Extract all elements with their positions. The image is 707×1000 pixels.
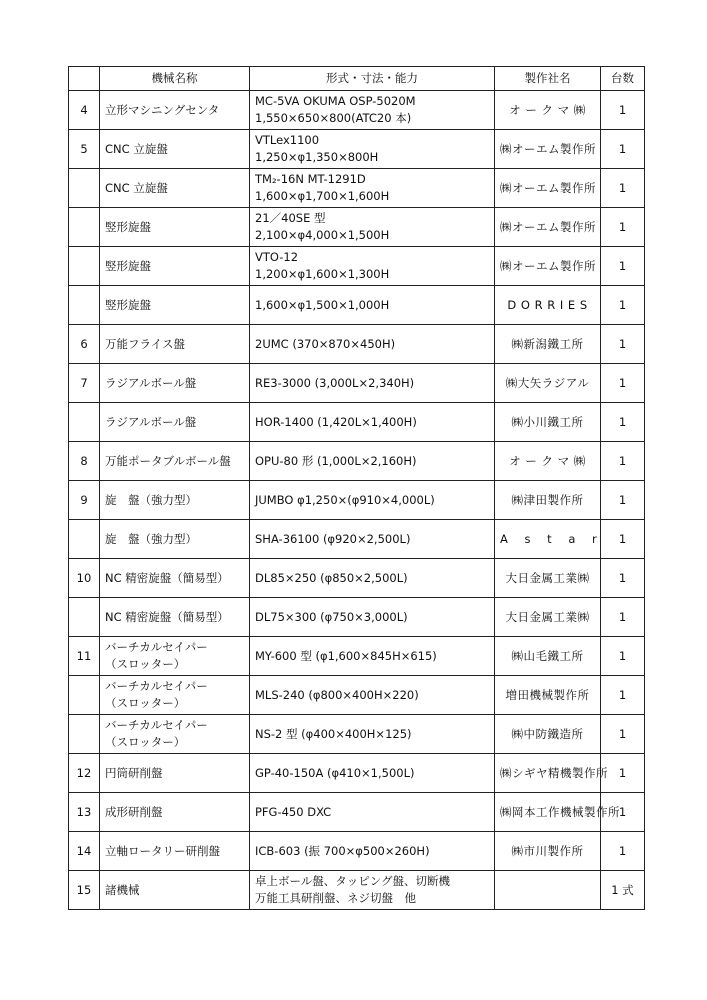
machine-name-line: 竪形旋盤 bbox=[105, 297, 151, 312]
machine-name-line: 諸機械 bbox=[105, 882, 140, 897]
row-number bbox=[69, 169, 100, 208]
machine-spec bbox=[250, 247, 495, 286]
table-row bbox=[69, 676, 645, 715]
header-spec: 形式・寸法・能力 bbox=[250, 67, 495, 91]
quantity: 1 bbox=[601, 130, 645, 169]
machine-name-line: ラジアルボール盤 bbox=[105, 414, 197, 429]
machine-name-line: CNC 立旋盤 bbox=[105, 180, 168, 195]
row-number bbox=[69, 676, 100, 715]
machine-spec-line: MY-600 型 (φ1,600×845H×615) bbox=[255, 648, 437, 663]
manufacturer: ㈱シギヤ精機製作所 bbox=[495, 754, 601, 793]
quantity: 1 bbox=[601, 169, 645, 208]
machine-spec-line: SHA-36100 (φ920×2,500L) bbox=[255, 531, 411, 546]
header-no bbox=[69, 67, 100, 91]
manufacturer: ㈱大矢ラジアル bbox=[495, 364, 601, 403]
machine-name-line: 万能ポータブルボール盤 bbox=[105, 453, 231, 468]
table-row bbox=[69, 325, 645, 364]
machine-name-line: 竪形旋盤 bbox=[105, 258, 151, 273]
header-manufacturer: 製作社名 bbox=[495, 67, 601, 91]
row-number bbox=[69, 598, 100, 637]
manufacturer: ㈱オーエム製作所 bbox=[495, 247, 601, 286]
machine-spec bbox=[250, 325, 495, 364]
machine-name bbox=[100, 403, 250, 442]
machine-spec-line: 万能工具研削盤、ネジ切盤 他 bbox=[255, 891, 416, 905]
manufacturer: ㈱岡本工作機械製作所 bbox=[495, 793, 601, 832]
header-quantity: 台数 bbox=[601, 67, 645, 91]
machine-spec bbox=[250, 637, 495, 676]
machine-name bbox=[100, 169, 250, 208]
machine-spec bbox=[250, 754, 495, 793]
table-row bbox=[69, 871, 645, 910]
quantity: 1 bbox=[601, 403, 645, 442]
manufacturer: 増田機械製作所 bbox=[495, 676, 601, 715]
machine-name bbox=[100, 637, 250, 676]
machine-name-line: 成形研削盤 bbox=[105, 804, 163, 819]
machine-spec-line: NS-2 型 (φ400×400H×125) bbox=[255, 726, 412, 741]
machine-spec-line: VTLex1100 bbox=[255, 133, 320, 147]
machine-name-line: 立形マシニングセンタ bbox=[105, 102, 220, 117]
machine-name-line: （スロッター） bbox=[105, 735, 186, 749]
machine-name bbox=[100, 832, 250, 871]
machine-name-line: 竪形旋盤 bbox=[105, 219, 151, 234]
table-row bbox=[69, 832, 645, 871]
machine-name-line: CNC 立旋盤 bbox=[105, 141, 168, 156]
machine-spec-line: ICB-603 (振 700×φ500×260H) bbox=[255, 843, 430, 858]
machine-spec bbox=[250, 169, 495, 208]
machine-spec-line: 2,100×φ4,000×1,500H bbox=[255, 228, 390, 242]
machine-name bbox=[100, 91, 250, 130]
quantity: 1 bbox=[601, 832, 645, 871]
machine-name-line: 旋 盤（強力型） bbox=[105, 531, 197, 546]
manufacturer bbox=[495, 871, 601, 910]
machine-name-line: （スロッター） bbox=[105, 657, 186, 671]
manufacturer: ㈱津田製作所 bbox=[495, 481, 601, 520]
quantity: 1 bbox=[601, 325, 645, 364]
row-number bbox=[69, 286, 100, 325]
header-machine-name: 機械名称 bbox=[100, 67, 250, 91]
table-row bbox=[69, 364, 645, 403]
row-number: 9 bbox=[69, 481, 100, 520]
manufacturer: A s t a r bbox=[495, 520, 601, 559]
row-number: 12 bbox=[69, 754, 100, 793]
quantity: 1 bbox=[601, 286, 645, 325]
machine-name-line: 円筒研削盤 bbox=[105, 765, 163, 780]
machine-spec bbox=[250, 676, 495, 715]
manufacturer: 大日金属工業㈱ bbox=[495, 559, 601, 598]
table-row bbox=[69, 481, 645, 520]
machine-spec bbox=[250, 403, 495, 442]
row-number bbox=[69, 520, 100, 559]
machine-spec-line: VTO-12 bbox=[255, 250, 299, 264]
machine-name bbox=[100, 442, 250, 481]
machine-spec-line: 卓上ボール盤、タッピング盤、切断機 bbox=[255, 874, 451, 888]
machine-spec bbox=[250, 520, 495, 559]
table-row bbox=[69, 247, 645, 286]
row-number bbox=[69, 715, 100, 754]
machine-spec bbox=[250, 481, 495, 520]
machine-name-line: 万能フライス盤 bbox=[105, 336, 186, 351]
table-row bbox=[69, 715, 645, 754]
quantity: 1 bbox=[601, 481, 645, 520]
table-row bbox=[69, 286, 645, 325]
manufacturer: ㈱オーエム製作所 bbox=[495, 169, 601, 208]
row-number: 4 bbox=[69, 91, 100, 130]
machine-spec bbox=[250, 208, 495, 247]
machine-spec-line: HOR-1400 (1,420L×1,400H) bbox=[255, 414, 417, 429]
machine-name-line: 立軸ロータリー研削盤 bbox=[105, 843, 220, 858]
table-row bbox=[69, 442, 645, 481]
quantity: 1 bbox=[601, 637, 645, 676]
row-number bbox=[69, 247, 100, 286]
machine-name bbox=[100, 559, 250, 598]
quantity: 1 bbox=[601, 208, 645, 247]
quantity: 1 bbox=[601, 559, 645, 598]
table-row bbox=[69, 403, 645, 442]
manufacturer: ㈱新潟鐵工所 bbox=[495, 325, 601, 364]
machine-spec-line: OPU-80 形 (1,000L×2,160H) bbox=[255, 453, 417, 468]
row-number: 15 bbox=[69, 871, 100, 910]
row-number: 13 bbox=[69, 793, 100, 832]
quantity: 1 bbox=[601, 598, 645, 637]
machine-name-line: バーチカルセイパー bbox=[105, 640, 208, 654]
quantity: 1 bbox=[601, 364, 645, 403]
machine-spec-line: 21／40SE 型 bbox=[255, 211, 326, 225]
machine-spec-line: GP-40-150A (φ410×1,500L) bbox=[255, 765, 415, 780]
manufacturer: オ ー ク マ ㈱ bbox=[495, 91, 601, 130]
table-row bbox=[69, 793, 645, 832]
machine-spec-line: PFG-450 DXC bbox=[255, 804, 332, 819]
manufacturer: ㈱山毛鐵工所 bbox=[495, 637, 601, 676]
table-row bbox=[69, 91, 645, 130]
manufacturer: ㈱中防鐵造所 bbox=[495, 715, 601, 754]
machine-spec bbox=[250, 793, 495, 832]
machine-spec-line: DL75×300 (φ750×3,000L) bbox=[255, 609, 408, 624]
row-number: 14 bbox=[69, 832, 100, 871]
manufacturer: ㈱オーエム製作所 bbox=[495, 208, 601, 247]
machine-spec bbox=[250, 715, 495, 754]
machine-name bbox=[100, 598, 250, 637]
machine-name-line: 旋 盤（強力型） bbox=[105, 492, 197, 507]
machine-spec bbox=[250, 364, 495, 403]
quantity: 1 bbox=[601, 754, 645, 793]
machine-spec-line: MLS-240 (φ800×400H×220) bbox=[255, 687, 419, 702]
machine-name bbox=[100, 520, 250, 559]
machine-spec bbox=[250, 559, 495, 598]
machine-spec-line: 1,600×φ1,500×1,000H bbox=[255, 297, 390, 312]
row-number bbox=[69, 208, 100, 247]
machine-name-line: （スロッター） bbox=[105, 696, 186, 710]
machine-spec bbox=[250, 871, 495, 910]
header-row bbox=[69, 67, 645, 91]
manufacturer: D O R R I E S bbox=[495, 286, 601, 325]
quantity: 1 bbox=[601, 247, 645, 286]
table-row bbox=[69, 637, 645, 676]
quantity: 1 bbox=[601, 91, 645, 130]
machine-name bbox=[100, 247, 250, 286]
machine-spec-line: MC-5VA OKUMA OSP-5020M bbox=[255, 94, 416, 108]
machine-name-line: ラジアルボール盤 bbox=[105, 375, 197, 390]
machine-name bbox=[100, 130, 250, 169]
quantity: 1 bbox=[601, 442, 645, 481]
machine-name bbox=[100, 715, 250, 754]
quantity: 1 bbox=[601, 676, 645, 715]
machine-spec-line: 1,550×650×800(ATC20 本) bbox=[255, 111, 412, 125]
machine-spec-line: 1,200×φ1,600×1,300H bbox=[255, 267, 390, 281]
row-number: 10 bbox=[69, 559, 100, 598]
row-number: 7 bbox=[69, 364, 100, 403]
manufacturer: ㈱オーエム製作所 bbox=[495, 130, 601, 169]
machine-name bbox=[100, 754, 250, 793]
machine-spec-line: 2UMC (370×870×450H) bbox=[255, 336, 396, 351]
machine-spec-line: RE3-3000 (3,000L×2,340H) bbox=[255, 375, 415, 390]
row-number: 6 bbox=[69, 325, 100, 364]
machine-name bbox=[100, 871, 250, 910]
machine-name-line: バーチカルセイパー bbox=[105, 718, 208, 732]
machine-spec bbox=[250, 130, 495, 169]
machine-name-line: NC 精密旋盤（簡易型） bbox=[105, 609, 229, 624]
table-row bbox=[69, 559, 645, 598]
machine-name-line: バーチカルセイパー bbox=[105, 679, 208, 693]
table-row bbox=[69, 169, 645, 208]
machine-table bbox=[68, 66, 645, 910]
quantity: 1 bbox=[601, 793, 645, 832]
machine-name bbox=[100, 286, 250, 325]
machine-spec-line: 1,600×φ1,700×1,600H bbox=[255, 189, 390, 203]
machine-name bbox=[100, 208, 250, 247]
machine-name bbox=[100, 364, 250, 403]
row-number: 5 bbox=[69, 130, 100, 169]
machine-spec bbox=[250, 286, 495, 325]
manufacturer: 大日金属工業㈱ bbox=[495, 598, 601, 637]
machine-spec-line: JUMBO φ1,250×(φ910×4,000L) bbox=[255, 492, 435, 507]
machine-spec bbox=[250, 598, 495, 637]
machine-name-line: NC 精密旋盤（簡易型） bbox=[105, 570, 229, 585]
machine-spec-line: 1,250×φ1,350×800H bbox=[255, 150, 379, 164]
quantity: 1 bbox=[601, 715, 645, 754]
table-row bbox=[69, 208, 645, 247]
machine-spec bbox=[250, 442, 495, 481]
machine-name bbox=[100, 325, 250, 364]
table-row bbox=[69, 130, 645, 169]
machine-spec bbox=[250, 91, 495, 130]
machine-spec-line: DL85×250 (φ850×2,500L) bbox=[255, 570, 408, 585]
machine-spec bbox=[250, 832, 495, 871]
row-number: 11 bbox=[69, 637, 100, 676]
table-row bbox=[69, 754, 645, 793]
machine-spec-line: TM₂-16N MT-1291D bbox=[255, 172, 366, 186]
row-number: 8 bbox=[69, 442, 100, 481]
table-row bbox=[69, 520, 645, 559]
machine-name bbox=[100, 793, 250, 832]
row-number bbox=[69, 403, 100, 442]
manufacturer: ㈱市川製作所 bbox=[495, 832, 601, 871]
quantity: 1 bbox=[601, 520, 645, 559]
machine-name bbox=[100, 676, 250, 715]
table-row bbox=[69, 598, 645, 637]
quantity: 1 式 bbox=[601, 871, 645, 910]
machine-name bbox=[100, 481, 250, 520]
manufacturer: ㈱小川鐵工所 bbox=[495, 403, 601, 442]
manufacturer: オ ー ク マ ㈱ bbox=[495, 442, 601, 481]
